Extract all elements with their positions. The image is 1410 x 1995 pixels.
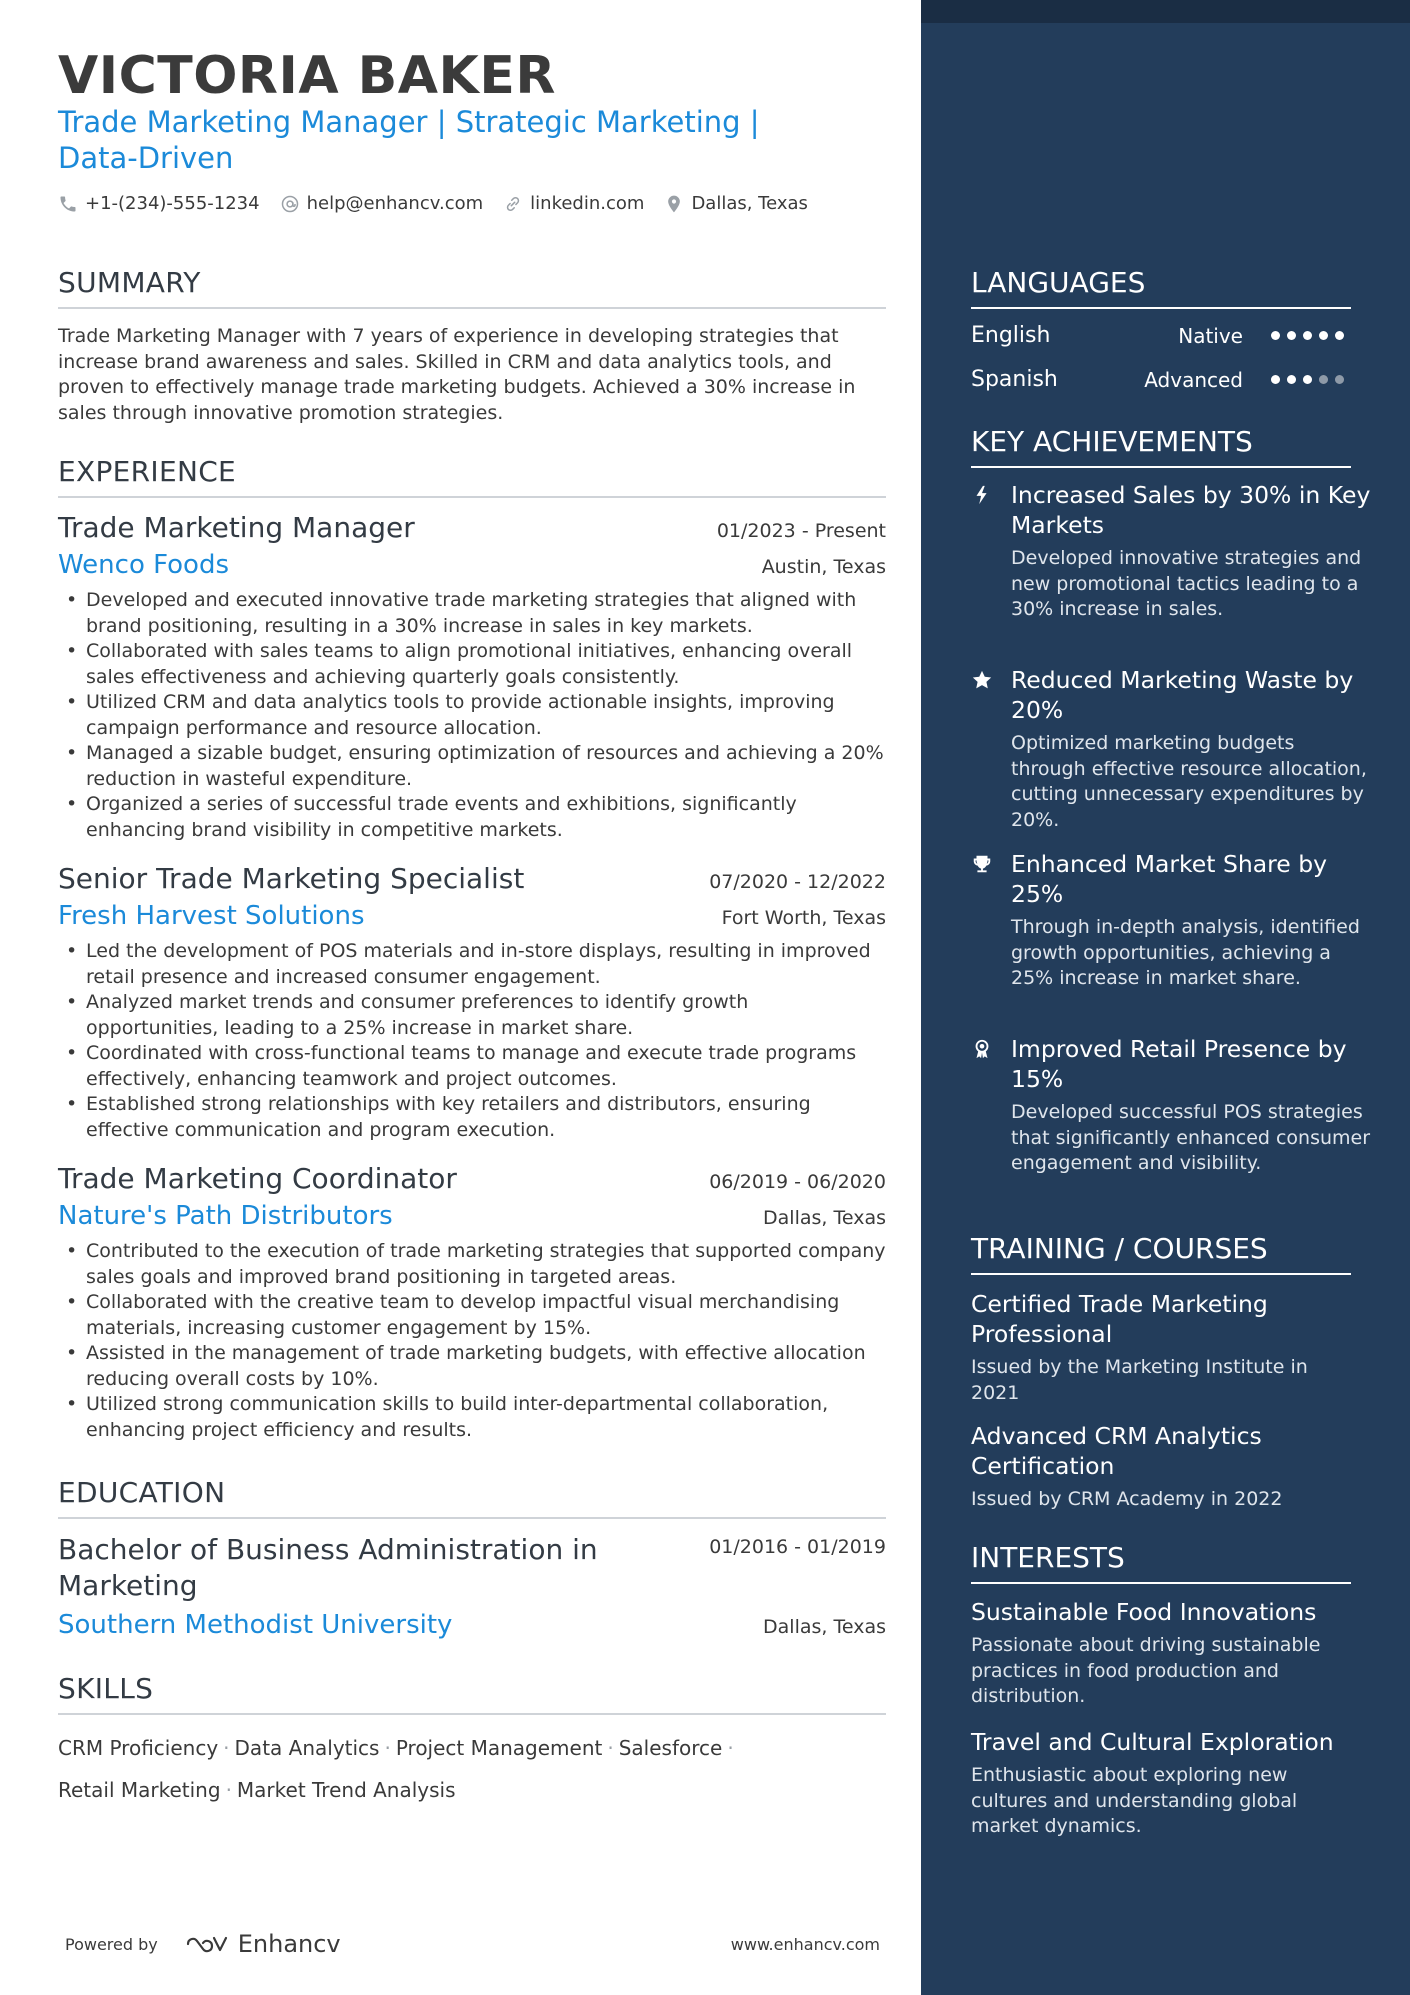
skill-tag: Project Management (395, 1736, 603, 1760)
training-item (971, 1289, 1361, 1406)
candidate-name: VICTORIA BAKER (58, 46, 556, 106)
experience-heading: EXPERIENCE (58, 455, 886, 498)
achievement-item (971, 1034, 1371, 1177)
job-location: Austin, Texas (761, 556, 886, 578)
job-dates: 07/2020 - 12/2022 (709, 871, 886, 893)
skill-separator: · (223, 1736, 230, 1760)
job-bullet: • Developed and executed innovative trade marketing strategies that aligned with brand positioning, resulting in a 30% increase in sales in key markets. (58, 588, 886, 639)
skill-separator: · (607, 1736, 614, 1760)
job-dates: 06/2019 - 06/2020 (709, 1171, 886, 1193)
language-row (971, 367, 1351, 392)
powered-by-label: Powered by (65, 1934, 158, 1954)
interest-title: Travel and Cultural Exploration (971, 1728, 1334, 1756)
education-dates: 01/2016 - 01/2019 (709, 1536, 886, 1558)
languages-heading: LANGUAGES (971, 266, 1351, 309)
job-title: Senior Trade Marketing Specialist (58, 862, 525, 895)
achievement-title: Improved Retail Presence by 15% (1011, 1035, 1347, 1093)
interests-heading: INTERESTS (971, 1541, 1351, 1584)
job-entry (58, 1162, 886, 1443)
language-rating (1271, 331, 1351, 340)
interest-desc: Enthusiastic about exploring new cultures and understanding global market dynamics. (971, 1764, 1298, 1837)
rating-dot-filled (1271, 331, 1280, 340)
job-location: Fort Worth, Texas (721, 907, 886, 929)
rating-dot-empty (1335, 375, 1344, 384)
education-heading: EDUCATION (58, 1476, 886, 1519)
training-desc: Issued by the Marketing Institute in 2021 (971, 1356, 1308, 1404)
job-bullet: • Collaborated with sales teams to align promotional initiatives, enhancing overall sales effectiveness and achieving quarterly goals consistently. (58, 639, 886, 690)
achievement-desc: Developed successful POS strategies that significantly enhanced consumer engagement and visibility. (1011, 1101, 1371, 1174)
training-desc: Issued by CRM Academy in 2022 (971, 1488, 1283, 1510)
link-icon (503, 194, 523, 214)
rating-dot-filled (1335, 331, 1344, 340)
summary-heading: SUMMARY (58, 266, 886, 309)
trophy-icon (971, 853, 993, 875)
enhancv-logo-icon (184, 1932, 230, 1956)
at-icon (280, 194, 300, 214)
interest-item (971, 1727, 1361, 1840)
school-name: Southern Methodist University (58, 1610, 453, 1640)
job-bullet: • Assisted in the management of trade marketing budgets, with effective allocation reducing overall costs by 10%. (58, 1341, 886, 1392)
training-title: Advanced CRM Analytics Certification (971, 1422, 1262, 1480)
contact-location-text: Dallas, Texas (691, 193, 808, 214)
degree-title: Bachelor of Business Administration in Marketing (58, 1533, 598, 1602)
rating-dot-filled (1271, 375, 1280, 384)
lightning-bolt-icon (971, 484, 993, 506)
job-bullet: • Analyzed market trends and consumer preferences to identify growth opportunities, leading to a 25% increase in market share. (58, 990, 886, 1041)
job-bullet: • Utilized CRM and data analytics tools to provide actionable insights, improving campaign performance and resource allocation. (58, 690, 886, 741)
job-location: Dallas, Texas (763, 1207, 886, 1229)
achievement-desc: Optimized marketing budgets through effective resource allocation, cutting unnecessary expenditures by 20%. (1011, 732, 1367, 831)
phone-icon (58, 194, 78, 214)
contact-email[interactable] (280, 193, 484, 214)
achievement-item (971, 480, 1371, 623)
skill-tag: CRM Proficiency (58, 1736, 219, 1760)
achievement-desc: Through in-depth analysis, identified growth opportunities, achieving a 25% increase in market share. (1011, 916, 1360, 989)
language-level: Native (1178, 323, 1243, 348)
skill-tag: Retail Marketing (58, 1778, 221, 1802)
education-location: Dallas, Texas (763, 1616, 886, 1638)
contact-linkedin-text: linkedin.com (530, 193, 645, 214)
star-icon (971, 669, 993, 691)
training-heading: TRAINING / COURSES (971, 1232, 1351, 1275)
achievement-title: Enhanced Market Share by 25% (1011, 850, 1328, 908)
summary-text: Trade Marketing Manager with 7 years of experience in developing strategies that increase brand awareness and sales. Skilled in CRM and data analytics tools, and proven to effectively manage trade marketing budgets. Achieved a 30% increase in sales through innovative promotion strategies. (58, 325, 856, 424)
skill-tag: Data Analytics (234, 1736, 380, 1760)
footer (65, 1930, 880, 1958)
interest-title: Sustainable Food Innovations (971, 1598, 1317, 1626)
contact-location (664, 193, 808, 214)
training-title: Certified Trade Marketing Professional (971, 1290, 1268, 1348)
achievements-heading: KEY ACHIEVEMENTS (971, 425, 1351, 468)
contact-email-text: help@enhancv.com (306, 193, 484, 214)
skills-list (58, 1727, 758, 1811)
skill-separator: · (225, 1778, 232, 1802)
rating-dot-filled (1303, 331, 1312, 340)
job-bullet: • Coordinated with cross-functional teams to manage and execute trade programs effectively, enhancing teamwork and project outcomes. (58, 1041, 886, 1092)
job-bullet: • Established strong relationships with key retailers and distributors, ensuring effective communication and program execution. (58, 1092, 886, 1143)
achievement-title: Increased Sales by 30% in Key Markets (1011, 481, 1371, 539)
language-rating (1271, 375, 1351, 384)
skill-tag: Salesforce (618, 1736, 723, 1760)
rating-dot-filled (1303, 375, 1312, 384)
education-entry (58, 1532, 886, 1640)
language-level: Advanced (1144, 367, 1243, 392)
achievement-desc: Developed innovative strategies and new promotional tactics leading to a 30% increase in sales. (1011, 547, 1362, 620)
location-pin-icon (664, 194, 684, 214)
language-name: Spanish (971, 367, 1058, 392)
skill-separator: · (727, 1736, 734, 1760)
brand-logo[interactable] (184, 1930, 341, 1958)
job-bullets (58, 939, 886, 1143)
company-name: Nature's Path Distributors (58, 1201, 393, 1231)
achievement-item (971, 665, 1371, 833)
headline: Trade Marketing Manager | Strategic Marketing | Data-Driven (58, 105, 760, 175)
job-bullet: • Led the development of POS materials and in-store displays, resulting in improved retail presence and increased consumer engagement. (58, 939, 886, 990)
achievement-title: Reduced Marketing Waste by 20% (1011, 666, 1354, 724)
job-entry (58, 862, 886, 1143)
company-name: Wenco Foods (58, 550, 230, 580)
brand-name: Enhancv (237, 1930, 341, 1958)
job-title: Trade Marketing Manager (58, 511, 415, 544)
sidebar (921, 0, 1410, 1995)
rating-dot-empty (1319, 375, 1328, 384)
company-name: Fresh Harvest Solutions (58, 901, 365, 931)
language-name: English (971, 323, 1051, 348)
footer-url[interactable]: www.enhancv.com (730, 1934, 880, 1954)
sidebar-top-bar (921, 0, 1410, 23)
contact-phone-text: +1-(234)-555-1234 (85, 193, 260, 214)
training-item (971, 1421, 1361, 1513)
job-bullet: • Managed a sizable budget, ensuring optimization of resources and achieving a 20% reduction in wasteful expenditure. (58, 741, 886, 792)
rating-dot-filled (1287, 375, 1296, 384)
job-bullets (58, 1239, 886, 1443)
achievement-item (971, 849, 1371, 992)
job-bullet: • Collaborated with the creative team to develop impactful visual merchandising materials, increasing customer engagement by 15%. (58, 1290, 886, 1341)
job-bullets (58, 588, 886, 843)
rating-dot-filled (1287, 331, 1296, 340)
job-bullet: • Contributed to the execution of trade marketing strategies that supported company sales goals and improved brand positioning in targeted areas. (58, 1239, 886, 1290)
contact-bar (58, 193, 828, 214)
job-bullet: • Organized a series of successful trade events and exhibitions, significantly enhancing brand visibility in competitive markets. (58, 792, 886, 843)
job-bullet: • Utilized strong communication skills to build inter-departmental collaboration, enhancing project efficiency and results. (58, 1392, 886, 1443)
contact-linkedin[interactable] (503, 193, 644, 214)
job-entry (58, 511, 886, 843)
job-title: Trade Marketing Coordinator (58, 1162, 457, 1195)
language-row (971, 323, 1351, 348)
skill-tag: Market Trend Analysis (236, 1778, 456, 1802)
interest-desc: Passionate about driving sustainable practices in food production and distribution. (971, 1634, 1321, 1707)
skills-heading: SKILLS (58, 1672, 886, 1715)
rating-dot-filled (1319, 331, 1328, 340)
job-dates: 01/2023 - Present (716, 520, 886, 542)
award-ribbon-icon (971, 1038, 993, 1060)
contact-phone[interactable] (58, 193, 260, 214)
interest-item (971, 1597, 1361, 1710)
skill-separator: · (384, 1736, 391, 1760)
